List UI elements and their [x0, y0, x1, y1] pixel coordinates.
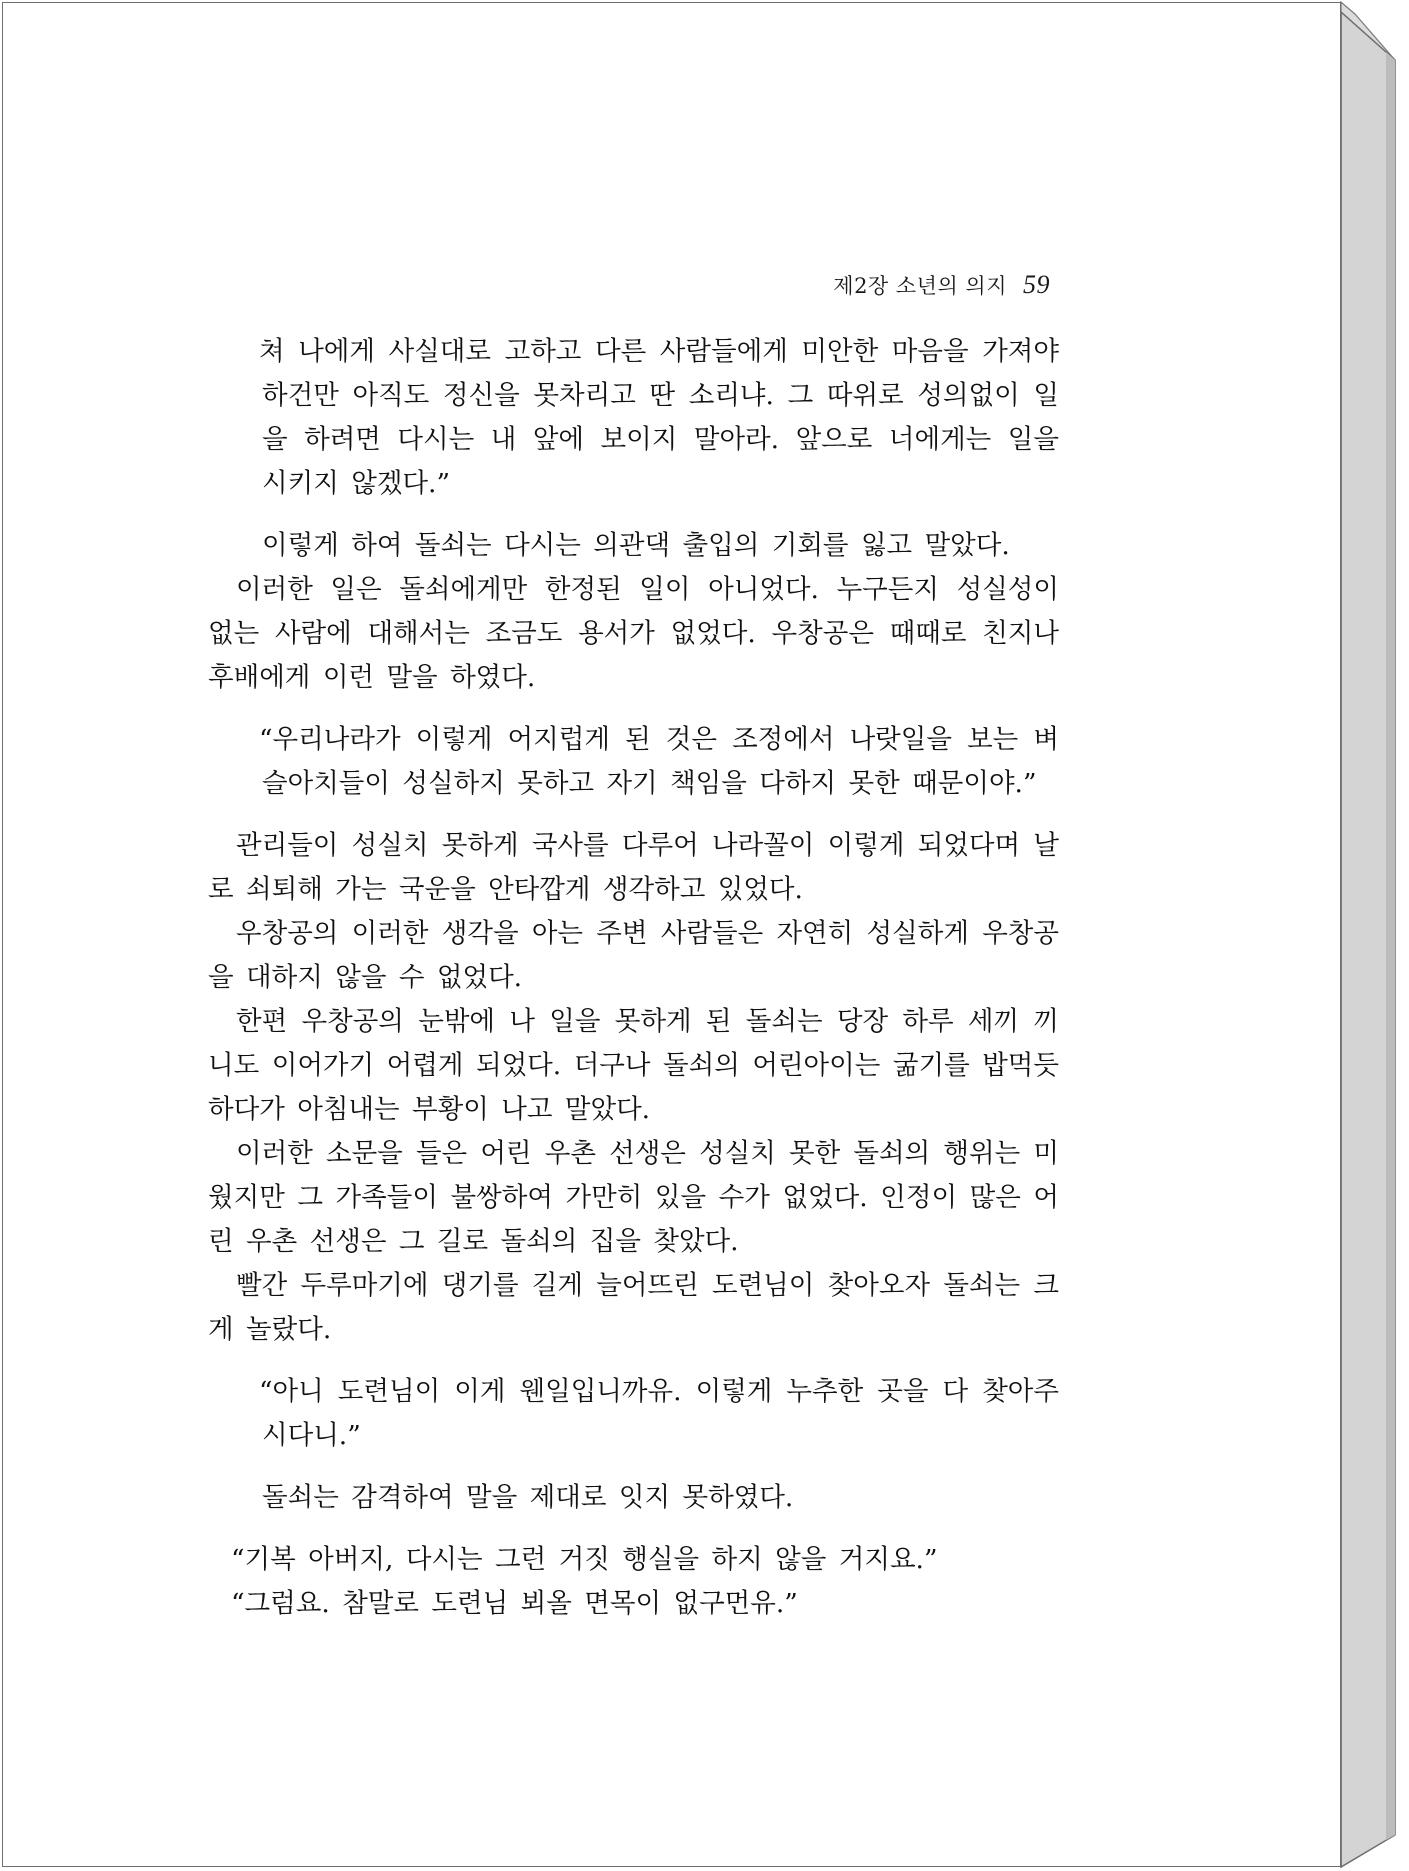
body-text: [208, 330, 1059, 1626]
chapter-title: 제2장 소년의 의지: [833, 274, 1007, 298]
paragraph: 이러한 일은 돌쇠에게만 한정된 일이 아니었다. 누구든지 성실성이 없는 사람에 대해서는 조금도 용서가 없었다. 우창공은 때때로 친지나 후배에게 이런 말을 하였다.: [208, 574, 1059, 693]
paragraph: “아니 도련님이 이게 웬일입니까유. 이렇게 누추한 곳을 다 찾아주시다니.”: [259, 1376, 1059, 1451]
paragraph: 이렇게 하여 돌쇠는 다시는 의관댁 출입의 기회를 잃고 말았다.: [262, 530, 1010, 561]
paragraph: 우창공의 이러한 생각을 아는 주변 사람들은 자연히 성실하게 우창공을 대하지 않을 수 없었다.: [208, 918, 1059, 993]
paragraph: 쳐 나에게 사실대로 고하고 다른 사람들에게 미안한 마음을 가져야 하건만 아직도 정신을 못차리고 딴 소리냐. 그 따위로 성의없이 일을 하려면 다시는 내 앞에 보이지 말아라. 앞으로 너에게는 일을 시키지 않겠다.”: [259, 336, 1059, 499]
paragraph: 한편 우창공의 눈밖에 나 일을 못하게 된 돌쇠는 당장 하루 세끼 끼니도 이어가기 어렵게 되었다. 더구나 돌쇠의 어린아이는 굶기를 밥먹듯 하다가 아침내는 부황이 나고 말았다.: [208, 1006, 1059, 1125]
paragraph: 관리들이 성실치 못하게 국사를 다루어 나라꼴이 이렇게 되었다며 날로 쇠퇴해 가는 국운을 안타깝게 생각하고 있었다.: [208, 830, 1059, 905]
paragraph: “기복 아버지, 다시는 그런 거짓 행실을 하지 않을 거지요.”: [231, 1544, 938, 1575]
paragraph: “우리나라가 이렇게 어지럽게 된 것은 조정에서 나랏일을 보는 벼슬아치들이 성실하지 못하고 자기 책임을 다하지 못한 때문이야.”: [259, 724, 1059, 799]
paragraph: 이러한 소문을 들은 어린 우촌 선생은 성실치 못한 돌쇠의 행위는 미웠지만 그 가족들이 불쌍하여 가만히 있을 수가 없었다. 인정이 많은 어린 우촌 선생은 그 길로 돌쇠의 집을 찾았다.: [208, 1138, 1059, 1257]
page-number: 59: [1023, 270, 1050, 299]
paragraph: “그럼요. 참말로 도련님 뵈올 면목이 없구먼유.”: [231, 1588, 798, 1619]
running-header: [0, 270, 1050, 300]
paragraph: 빨간 두루마기에 댕기를 길게 늘어뜨린 도련님이 찾아오자 돌쇠는 크게 놀랐다.: [208, 1270, 1059, 1345]
paragraph: 돌쇠는 감격하여 말을 제대로 잇지 못하였다.: [262, 1482, 794, 1513]
